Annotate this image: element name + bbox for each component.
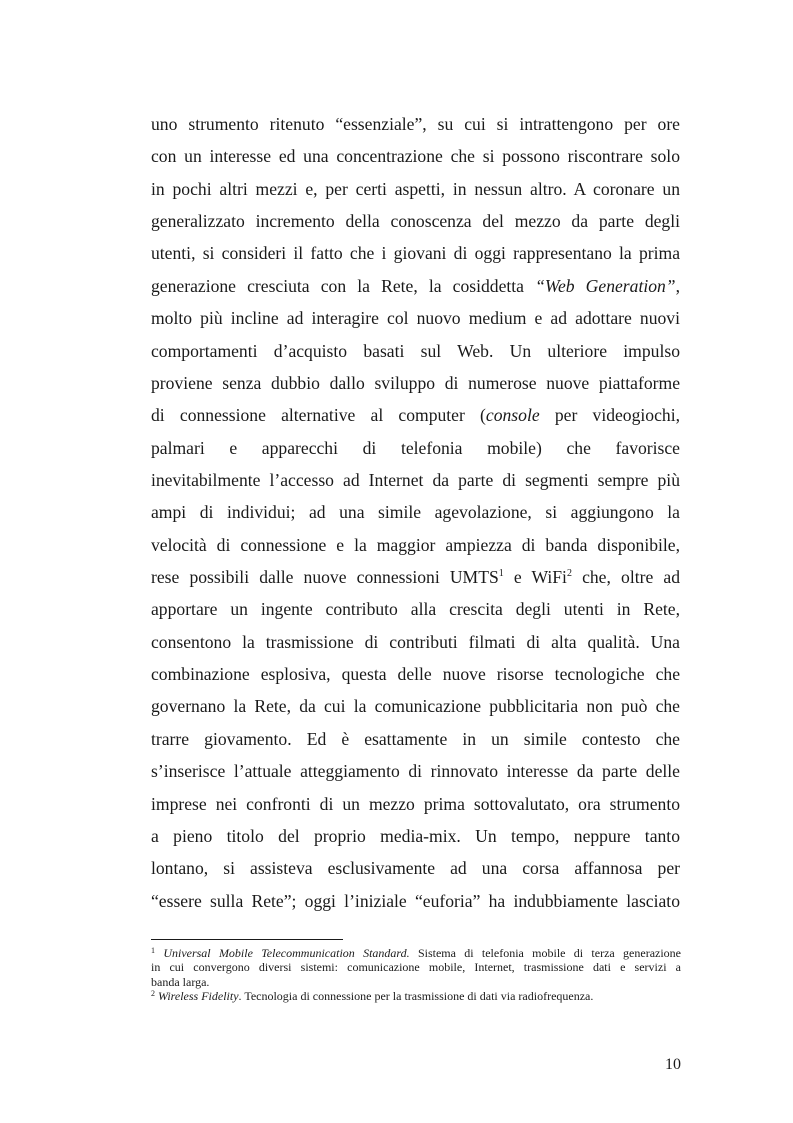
text-line: generalizzato incremento della conoscenza del mezzo da parte degli bbox=[151, 211, 680, 232]
text-line: imprese nei confronti di un mezzo prima sottovalutato, ora strumento bbox=[151, 793, 680, 814]
footnote-text: Sistema di telefonia mobile di terza generazione bbox=[417, 946, 682, 960]
text-line bbox=[151, 561, 680, 593]
text-line: molto più incline ad interagire col nuovo medium e ad adottare nuovi bbox=[151, 308, 680, 329]
footnote-term: Wireless Fidelity bbox=[158, 989, 239, 1004]
text-line: proviene senza dubbio dallo sviluppo di numerose nuove piattaforme bbox=[151, 372, 680, 393]
text-run: e WiFi bbox=[513, 567, 567, 588]
footnote-text: . Tecnologia di connessione per la trasmissione di dati via radiofrequenza. bbox=[238, 989, 594, 1004]
text-line: in pochi altri mezzi e, per certi aspetti, in nessun altro. A coronare un bbox=[151, 178, 680, 199]
text-line: inevitabilmente l’accesso ad Internet da parte di segmenti sempre più bbox=[151, 469, 680, 490]
text-run: di connessione alternative al computer ( bbox=[151, 405, 486, 426]
text-line: trarre giovamento. Ed è esattamente in un simile contesto che bbox=[151, 728, 680, 749]
text-line: utenti, si consideri il fatto che i giovani di oggi rappresentano la prima bbox=[151, 243, 680, 264]
text-line: ampi di individui; ad una simile agevolazione, si aggiungono la bbox=[151, 502, 680, 523]
footnote-separator bbox=[151, 939, 343, 940]
text-line: velocità di connessione e la maggior ampiezza di banda disponibile, bbox=[151, 534, 680, 555]
text-run: rese possibili dalle nuove connessioni UMTS bbox=[151, 567, 499, 588]
text-line bbox=[151, 399, 680, 431]
italic-term-console: console bbox=[485, 405, 540, 426]
text-run: che, oltre ad bbox=[582, 567, 680, 588]
footnote-ref-2: 2 bbox=[566, 568, 572, 580]
text-run: , bbox=[675, 275, 681, 296]
text-line: governano la Rete, da cui la comunicazione pubblicitaria non può che bbox=[151, 696, 680, 717]
body-text bbox=[151, 108, 680, 917]
page-number: 10 bbox=[665, 1056, 681, 1073]
footnote-2-line bbox=[151, 989, 681, 1003]
footnote-1-line bbox=[151, 946, 681, 960]
footnote-ref-1: 1 bbox=[498, 568, 504, 580]
text-line: a pieno titolo del proprio media-mix. Un tempo, neppure tanto bbox=[151, 825, 680, 846]
text-run: per videogiochi, bbox=[554, 405, 680, 426]
italic-term-web-generation: “Web Generation” bbox=[535, 275, 676, 296]
text-line: lontano, si assisteva esclusivamente ad una corsa affannosa per bbox=[151, 858, 680, 879]
footnote-term: Universal Mobile Telecommunication Standard. bbox=[163, 946, 410, 960]
footnote-mark-1: 1 bbox=[151, 946, 155, 955]
footnote-1-line: in cui convergono diversi sistemi: comunicazione mobile, Internet, trasmissione dati e servizi a bbox=[151, 960, 681, 975]
footnotes bbox=[151, 946, 681, 1004]
footnote-1-line: banda larga. bbox=[151, 974, 210, 989]
text-line: “essere sulla Rete”; oggi l’iniziale “euforia” ha indubbiamente lasciato bbox=[151, 890, 680, 911]
text-line: consentono la trasmissione di contributi filmati di alta qualità. Una bbox=[151, 631, 680, 652]
text-line: palmari e apparecchi di telefonia mobile) che favorisce bbox=[151, 437, 680, 458]
text-line bbox=[151, 270, 680, 302]
text-line: s’inserisce l’attuale atteggiamento di rinnovato interesse da parte delle bbox=[151, 761, 680, 782]
text-line: con un interesse ed una concentrazione che si possono riscontrare solo bbox=[151, 146, 680, 167]
text-line: apportare un ingente contributo alla crescita degli utenti in Rete, bbox=[151, 599, 680, 620]
text-line: combinazione esplosiva, questa delle nuove risorse tecnologiche che bbox=[151, 664, 680, 685]
text-line: uno strumento ritenuto “essenziale”, su cui si intrattengono per ore bbox=[151, 114, 680, 134]
text-line: comportamenti d’acquisto basati sul Web. Un ulteriore impulso bbox=[151, 340, 680, 361]
text-run: generazione cresciuta con la Rete, la cosiddetta bbox=[151, 275, 524, 296]
footnote-mark-2: 2 bbox=[151, 989, 155, 999]
